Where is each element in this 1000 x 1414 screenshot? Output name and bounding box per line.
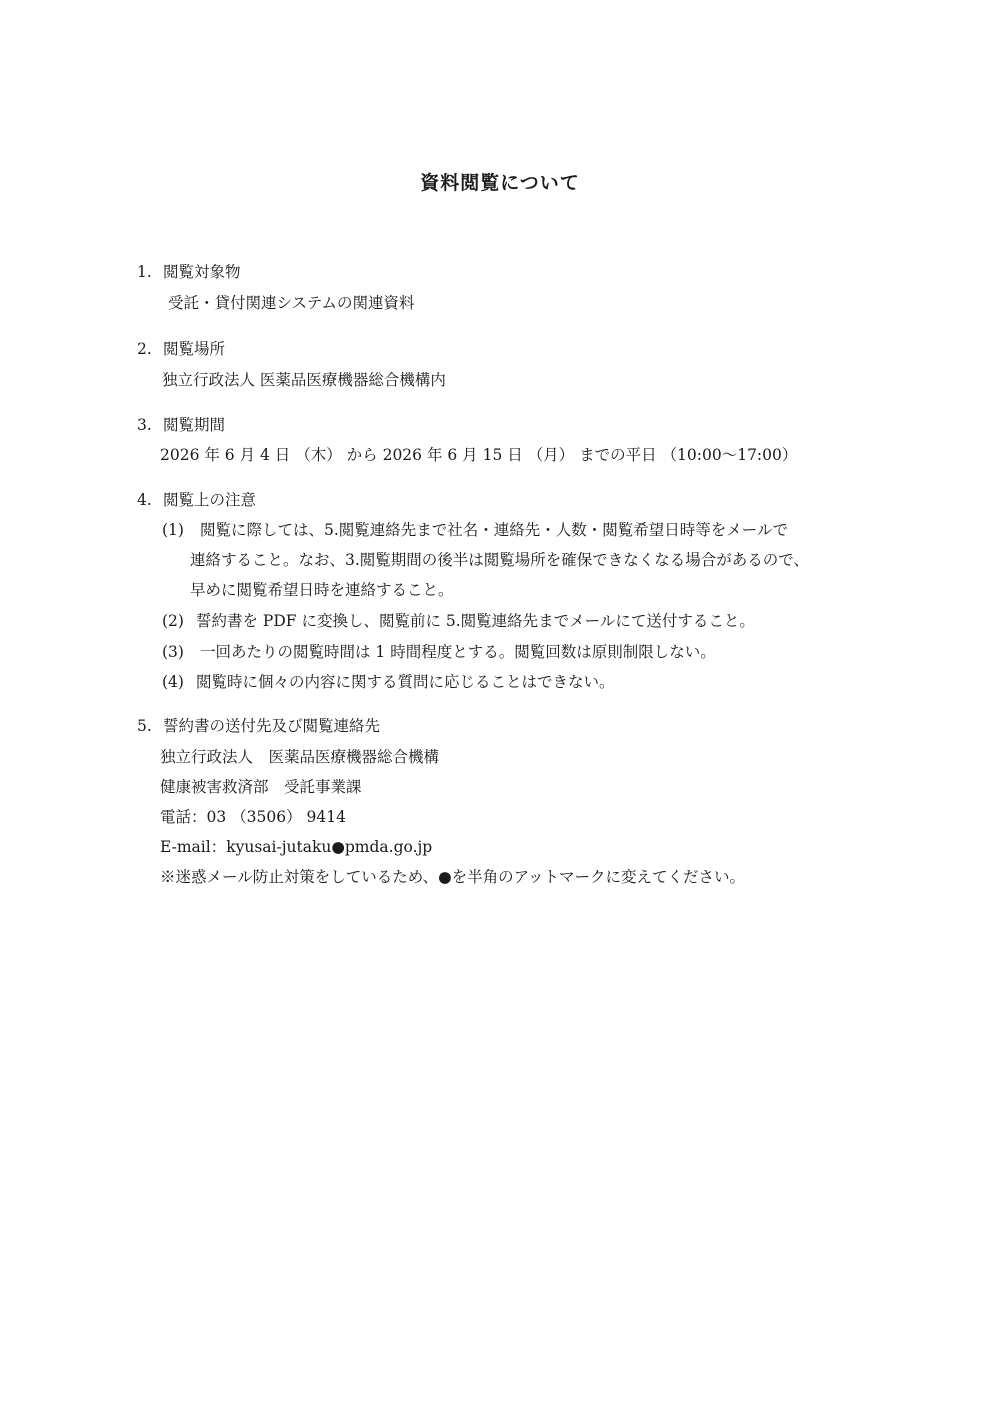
contact-email: E-mail：kyusai-jutaku●pmda.go.jp (160, 838, 433, 856)
note-3 (162, 642, 716, 662)
section-heading-text: 閲覧期間 (163, 416, 226, 434)
document-title: 資料閲覧について (420, 172, 580, 194)
note-label: (1) (162, 521, 184, 539)
section-3-heading (137, 415, 225, 435)
section-heading-text: 閲覧対象物 (163, 263, 241, 281)
section-number: 5. (137, 717, 152, 735)
note-text: 閲覧時に個々の内容に関する質問に応じることはできない。 (196, 673, 615, 691)
section-4-heading (137, 490, 256, 510)
section-number: 2. (137, 340, 152, 358)
section-5-heading (137, 716, 380, 736)
contact-department: 健康被害救済部 受託事業課 (160, 778, 362, 796)
note-text: 誓約書を PDF に変換し、閲覧前に 5.閲覧連絡先までメールにて送付すること。 (196, 612, 755, 630)
note-4 (162, 672, 615, 692)
spam-note: ※迷惑メール防止対策をしているため、●を半角のアットマークに変えてください。 (160, 868, 746, 886)
note-label: (2) (162, 612, 184, 630)
contact-phone: 電話：03 （3506） 9414 (160, 808, 346, 826)
section-3-body: 2026 年 6 月 4 日 （木） から 2026 年 6 月 15 日 （月） までの平日 （10:00～17:00） (160, 446, 798, 464)
note-1-line-3: 早めに閲覧希望日時を連絡すること。 (190, 581, 454, 599)
section-2-body: 独立行政法人 医薬品医療機器総合機構内 (162, 371, 446, 389)
note-text: 一回あたりの閲覧時間は 1 時間程度とする。閲覧回数は原則制限しない。 (200, 643, 716, 661)
section-number: 1. (137, 263, 152, 281)
note-text: 閲覧に際しては、5.閲覧連絡先まで社名・連絡先・人数・閲覧希望日時等をメールで (200, 521, 788, 539)
section-1-heading (137, 262, 241, 282)
note-label: (4) (162, 673, 184, 691)
section-1-body: 受託・貸付関連システムの関連資料 (168, 294, 415, 312)
contact-organization: 独立行政法人 医薬品医療機器総合機構 (160, 748, 440, 766)
note-label: (3) (162, 643, 184, 661)
note-1-line-2: 連絡すること。なお、3.閲覧期間の後半は閲覧場所を確保できなくなる場合があるので、 (190, 551, 809, 569)
section-2-heading (137, 339, 225, 359)
note-2 (162, 611, 755, 631)
note-1-line-1 (162, 520, 788, 540)
section-heading-text: 誓約書の送付先及び閲覧連絡先 (163, 717, 381, 735)
section-heading-text: 閲覧場所 (163, 340, 226, 358)
section-heading-text: 閲覧上の注意 (163, 491, 257, 509)
section-number: 4. (137, 491, 152, 509)
section-number: 3. (137, 416, 152, 434)
